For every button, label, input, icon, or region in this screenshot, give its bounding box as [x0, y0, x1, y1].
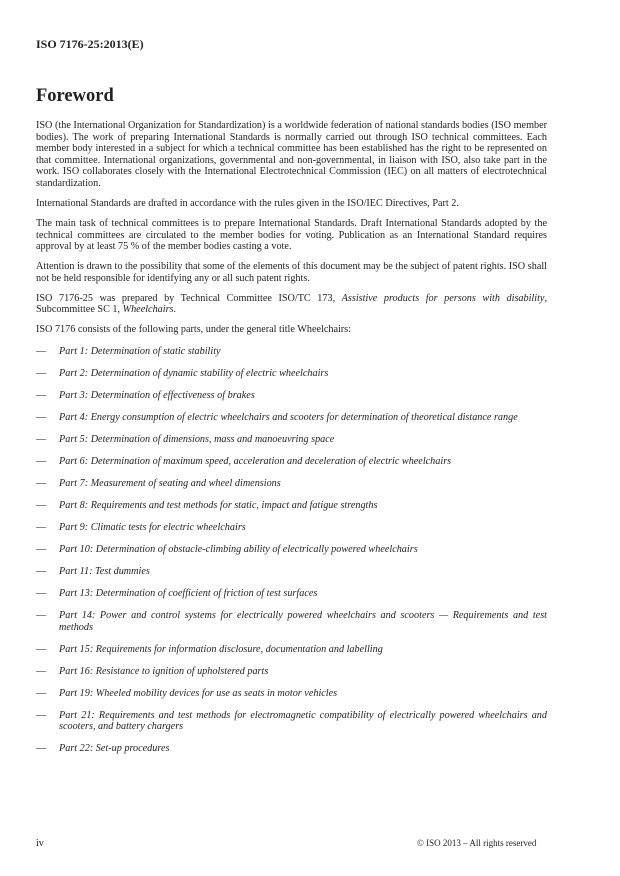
dash: — — [36, 500, 47, 512]
list-item — [36, 434, 547, 446]
dash: — — [36, 610, 47, 622]
dash: — — [36, 456, 47, 468]
list-item — [36, 478, 547, 490]
dash: — — [36, 566, 47, 578]
parts-list — [36, 346, 547, 755]
parts-intro: ISO 7176 consists of the following parts, under the general title Wheelchairs: — [36, 324, 351, 336]
list-item — [36, 743, 547, 755]
dash: — — [36, 743, 47, 755]
part-title: Part 13: Determination of coefficient of friction of test surfaces — [59, 588, 318, 600]
part-title: Part 10: Determination of obstacle-climbing ability of electrically powered wheelchairs — [59, 544, 418, 556]
part-title: Part 11: Test dummies — [59, 566, 150, 578]
part-title: Part 2: Determination of dynamic stability of electric wheelchairs — [59, 368, 329, 380]
document-id: ISO 7176-25:2013(E) — [36, 37, 144, 51]
list-item — [36, 544, 547, 556]
list-item — [36, 566, 547, 578]
part-title: Part 7: Measurement of seating and wheel dimensions — [59, 478, 281, 490]
dash: — — [36, 643, 47, 655]
dash: — — [36, 368, 47, 380]
dash: — — [36, 390, 47, 402]
dash: — — [36, 544, 47, 556]
part-title: Part 1: Determination of static stability — [59, 346, 221, 358]
dash: — — [36, 522, 47, 534]
text: , Subcommittee SC 1, — [36, 292, 547, 316]
part-title: Part 5: Determination of dimensions, mass and manoeuvring space — [59, 434, 335, 446]
dash: — — [36, 346, 47, 358]
paragraph: The main task of technical committees is to prepare International Standards. Draft International Standards adopted by the technical committees are circulated to the member bodies for voting. Publication as an International Standard requires approval by at least 75 % of the member bodies casting a vote. — [36, 217, 547, 253]
part-title: Part 9: Climatic tests for electric wheelchairs — [59, 522, 246, 534]
part-title: Part 6: Determination of maximum speed, acceleration and deceleration of electric wheelchairs — [59, 456, 452, 468]
subcommittee-title: Wheelchairs — [122, 304, 174, 316]
text: . — [173, 304, 177, 316]
copyright: © ISO 2013 – All rights reserved — [417, 838, 537, 848]
paragraph: International Standards are drafted in accordance with the rules given in the ISO/IEC Directives, Part 2. — [36, 197, 459, 209]
committee-title: Assistive products for persons with disability — [341, 292, 545, 304]
dash: — — [36, 665, 47, 677]
list-item — [36, 390, 547, 402]
dash: — — [36, 478, 47, 490]
part-title: Part 19: Wheeled mobility devices for use as seats in motor vehicles — [59, 687, 338, 699]
page-number: iv — [36, 838, 44, 849]
list-item — [36, 412, 547, 424]
list-item — [36, 610, 547, 633]
document-body — [36, 120, 547, 765]
part-title: Part 4: Energy consumption of electric wheelchairs and scooters for determination of theoretical distance range — [59, 412, 518, 424]
list-item — [36, 688, 547, 700]
list-item — [36, 456, 547, 468]
list-item — [36, 500, 547, 512]
part-title: Part 14: Power and control systems for electrically powered wheelchairs and scooters — Requirements and test methods — [59, 610, 547, 633]
list-item — [36, 644, 547, 656]
list-item — [36, 666, 547, 678]
part-title: Part 3: Determination of effectiveness of brakes — [59, 390, 255, 402]
prepared-by-paragraph — [36, 293, 547, 316]
part-title: Part 8: Requirements and test methods for static, impact and fatigue strengths — [59, 500, 378, 512]
part-title: Part 21: Requirements and test methods for electromagnetic compatibility of electrically powered wheelchairs and scooters, and battery chargers — [59, 709, 547, 733]
list-item — [36, 588, 547, 600]
dash: — — [36, 412, 47, 424]
dash: — — [36, 709, 47, 721]
page-title: Foreword — [36, 86, 114, 106]
list-item — [36, 710, 547, 733]
part-title: Part 15: Requirements for information disclosure, documentation and labelling — [59, 643, 383, 655]
dash: — — [36, 687, 47, 699]
paragraph: ISO (the International Organization for Standardization) is a worldwide federation of national standards bodies (ISO member bodies). The work of preparing International Standards is normally carried out through ISO technical committees. Each member body interested in a subject for which a technical committee has been established has the right to be represented on that committee. International organizations, governmental and non-governmental, in liaison with ISO, also take part in the work. ISO collaborates closely with the International Electrotechnical Commission (IEC) on all matters of electrotechnical standardization. — [36, 120, 547, 189]
text: ISO 7176-25 was prepared by Technical Committee ISO/TC 173, — [36, 292, 342, 304]
list-item — [36, 522, 547, 534]
paragraph: Attention is drawn to the possibility that some of the elements of this document may be the subject of patent rights. ISO shall not be held responsible for identifying any or all such patent rights. — [36, 261, 547, 284]
part-title: Part 16: Resistance to ignition of upholstered parts — [59, 665, 269, 677]
dash: — — [36, 588, 47, 600]
list-item — [36, 368, 547, 380]
list-item — [36, 346, 547, 358]
part-title: Part 22: Set-up procedures — [59, 743, 170, 755]
dash: — — [36, 434, 47, 446]
